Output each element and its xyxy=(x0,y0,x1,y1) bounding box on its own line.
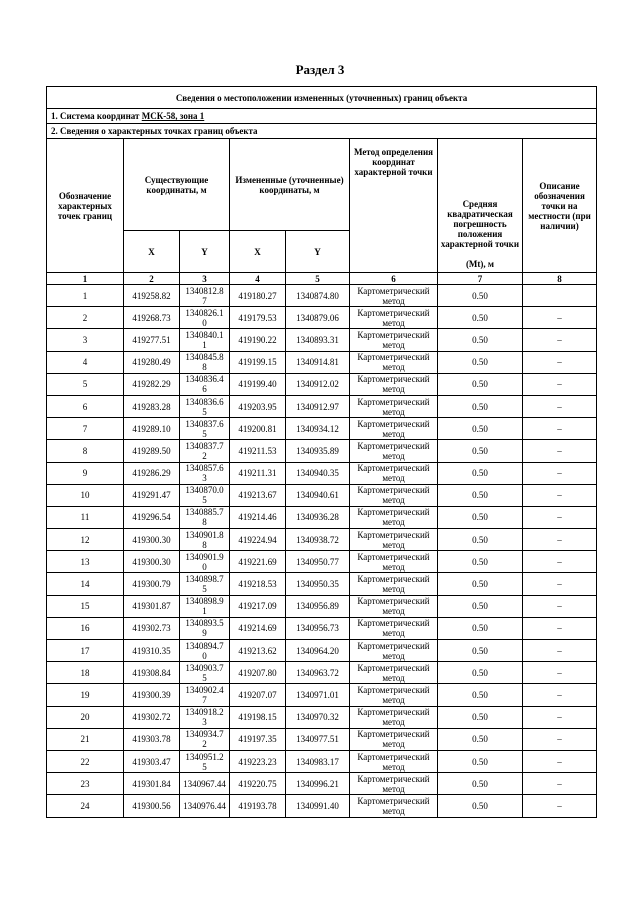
changed-y: 1340914.81 xyxy=(286,351,350,373)
header-rms-error-text: Средняя квадратическая погрешность положения характерной точки xyxy=(440,199,520,249)
method: Картометрический метод xyxy=(350,706,438,728)
description: – xyxy=(523,617,597,639)
changed-x: 419190.22 xyxy=(230,329,286,351)
changed-y: 1340934.12 xyxy=(286,418,350,440)
existing-x: 419280.49 xyxy=(124,351,180,373)
method: Картометрический метод xyxy=(350,750,438,772)
changed-y: 1340956.73 xyxy=(286,617,350,639)
method: Картометрический метод xyxy=(350,795,438,817)
description: – xyxy=(523,373,597,395)
description: – xyxy=(523,595,597,617)
table-row xyxy=(47,351,597,373)
header-rms-error xyxy=(438,139,523,273)
column-number: 3 xyxy=(180,273,230,285)
rms-error: 0.50 xyxy=(438,484,523,506)
existing-y: 1340837.6 5 xyxy=(180,418,230,440)
existing-y: 1340951.2 5 xyxy=(180,750,230,772)
point-id: 17 xyxy=(47,640,124,662)
existing-y: 1340845.8 8 xyxy=(180,351,230,373)
header-description: Описание обозначения точки на местности (при наличии) xyxy=(523,139,597,273)
table-row xyxy=(47,573,597,595)
table-row xyxy=(47,595,597,617)
existing-y: 1340898.9 1 xyxy=(180,595,230,617)
changed-x: 419213.62 xyxy=(230,640,286,662)
changed-x: 419214.69 xyxy=(230,617,286,639)
changed-y: 1340991.40 xyxy=(286,795,350,817)
changed-x: 419214.46 xyxy=(230,506,286,528)
header-rms-error-unit: (Mt), м xyxy=(465,259,495,269)
table-row xyxy=(47,529,597,551)
point-id: 3 xyxy=(47,329,124,351)
point-id: 15 xyxy=(47,595,124,617)
existing-x: 419300.39 xyxy=(124,684,180,706)
column-number-row xyxy=(47,273,597,285)
existing-y: 1340894.7 0 xyxy=(180,640,230,662)
point-id: 6 xyxy=(47,395,124,417)
rms-error: 0.50 xyxy=(438,285,523,307)
table-row xyxy=(47,795,597,817)
changed-y: 1340940.35 xyxy=(286,462,350,484)
rms-error: 0.50 xyxy=(438,551,523,573)
existing-y: 1340870.0 5 xyxy=(180,484,230,506)
changed-x: 419199.40 xyxy=(230,373,286,395)
changed-y: 1340912.97 xyxy=(286,395,350,417)
method: Картометрический метод xyxy=(350,595,438,617)
point-id: 4 xyxy=(47,351,124,373)
changed-y: 1340983.17 xyxy=(286,750,350,772)
subsection-title: 2. Сведения о характерных точках границ объекта xyxy=(47,124,597,139)
description: – xyxy=(523,529,597,551)
description: – xyxy=(523,484,597,506)
table-row xyxy=(47,484,597,506)
changed-x: 419224.94 xyxy=(230,529,286,551)
rms-error: 0.50 xyxy=(438,617,523,639)
table-row xyxy=(47,373,597,395)
header-method: Метод определения координат характерной точки xyxy=(350,139,438,273)
table-row xyxy=(47,440,597,462)
changed-y: 1340970.32 xyxy=(286,706,350,728)
description: – xyxy=(523,640,597,662)
header-x-existing: X xyxy=(124,231,180,273)
rms-error: 0.50 xyxy=(438,728,523,750)
rms-error: 0.50 xyxy=(438,706,523,728)
rms-error: 0.50 xyxy=(438,351,523,373)
existing-x: 419277.51 xyxy=(124,329,180,351)
existing-y: 1340918.2 3 xyxy=(180,706,230,728)
existing-y: 1340812.8 7 xyxy=(180,285,230,307)
existing-x: 419302.72 xyxy=(124,706,180,728)
description: – xyxy=(523,662,597,684)
existing-y: 1340885.7 8 xyxy=(180,506,230,528)
column-number: 2 xyxy=(124,273,180,285)
rms-error: 0.50 xyxy=(438,795,523,817)
existing-y: 1340934.7 2 xyxy=(180,728,230,750)
rms-error: 0.50 xyxy=(438,329,523,351)
point-id: 24 xyxy=(47,795,124,817)
method: Картометрический метод xyxy=(350,640,438,662)
existing-y: 1340826.1 0 xyxy=(180,307,230,329)
description xyxy=(523,285,597,307)
point-id: 10 xyxy=(47,484,124,506)
column-number: 4 xyxy=(230,273,286,285)
table-row xyxy=(47,750,597,772)
changed-x: 419221.69 xyxy=(230,551,286,573)
point-id: 1 xyxy=(47,285,124,307)
changed-y: 1340964.20 xyxy=(286,640,350,662)
method: Картометрический метод xyxy=(350,351,438,373)
changed-x: 419180.27 xyxy=(230,285,286,307)
changed-y: 1340938.72 xyxy=(286,529,350,551)
description: – xyxy=(523,551,597,573)
description: – xyxy=(523,440,597,462)
changed-y: 1340950.35 xyxy=(286,573,350,595)
existing-y: 1340837.7 2 xyxy=(180,440,230,462)
changed-y: 1340950.77 xyxy=(286,551,350,573)
description: – xyxy=(523,706,597,728)
table-row xyxy=(47,706,597,728)
header-changed-coords: Измененные (уточненные) координаты, м xyxy=(230,139,350,231)
existing-x: 419291.47 xyxy=(124,484,180,506)
existing-x: 419303.47 xyxy=(124,750,180,772)
rms-error: 0.50 xyxy=(438,595,523,617)
table-row xyxy=(47,462,597,484)
changed-x: 419217.09 xyxy=(230,595,286,617)
table-row xyxy=(47,728,597,750)
existing-x: 419282.29 xyxy=(124,373,180,395)
table-row xyxy=(47,506,597,528)
description: – xyxy=(523,462,597,484)
changed-x: 419197.35 xyxy=(230,728,286,750)
description: – xyxy=(523,395,597,417)
existing-x: 419300.79 xyxy=(124,573,180,595)
method: Картометрический метод xyxy=(350,506,438,528)
table-row xyxy=(47,684,597,706)
changed-y: 1340940.61 xyxy=(286,484,350,506)
table-caption: Сведения о местоположении измененных (уточненных) границ объекта xyxy=(47,87,597,109)
existing-x: 419258.82 xyxy=(124,285,180,307)
point-id: 19 xyxy=(47,684,124,706)
method: Картометрический метод xyxy=(350,773,438,795)
point-id: 9 xyxy=(47,462,124,484)
description: – xyxy=(523,506,597,528)
rms-error: 0.50 xyxy=(438,640,523,662)
point-id: 16 xyxy=(47,617,124,639)
changed-x: 419207.07 xyxy=(230,684,286,706)
method: Картометрический метод xyxy=(350,462,438,484)
header-point-designation: Обозначение характерных точек границ xyxy=(47,139,124,273)
description: – xyxy=(523,307,597,329)
coord-system-number: 1. xyxy=(51,111,58,121)
method: Картометрический метод xyxy=(350,307,438,329)
existing-x: 419310.35 xyxy=(124,640,180,662)
changed-x: 419199.15 xyxy=(230,351,286,373)
boundary-points-table xyxy=(46,86,597,818)
rms-error: 0.50 xyxy=(438,750,523,772)
rms-error: 0.50 xyxy=(438,684,523,706)
existing-x: 419283.28 xyxy=(124,395,180,417)
rms-error: 0.50 xyxy=(438,373,523,395)
changed-x: 419207.80 xyxy=(230,662,286,684)
changed-x: 419179.53 xyxy=(230,307,286,329)
table-row xyxy=(47,307,597,329)
changed-y: 1340874.80 xyxy=(286,285,350,307)
changed-y: 1340977.51 xyxy=(286,728,350,750)
description: – xyxy=(523,418,597,440)
existing-x: 419286.29 xyxy=(124,462,180,484)
description: – xyxy=(523,750,597,772)
changed-y: 1340971.01 xyxy=(286,684,350,706)
description: – xyxy=(523,329,597,351)
rms-error: 0.50 xyxy=(438,773,523,795)
changed-x: 419211.31 xyxy=(230,462,286,484)
changed-y: 1340912.02 xyxy=(286,373,350,395)
method: Картометрический метод xyxy=(350,395,438,417)
point-id: 22 xyxy=(47,750,124,772)
method: Картометрический метод xyxy=(350,329,438,351)
changed-x: 419198.15 xyxy=(230,706,286,728)
method: Картометрический метод xyxy=(350,529,438,551)
coord-system-label: Система координат xyxy=(60,111,140,121)
method: Картометрический метод xyxy=(350,418,438,440)
table-row xyxy=(47,773,597,795)
changed-y: 1340935.89 xyxy=(286,440,350,462)
header-y-existing: Y xyxy=(180,231,230,273)
existing-x: 419300.56 xyxy=(124,795,180,817)
changed-x: 419213.67 xyxy=(230,484,286,506)
method: Картометрический метод xyxy=(350,617,438,639)
rms-error: 0.50 xyxy=(438,529,523,551)
method: Картометрический метод xyxy=(350,440,438,462)
existing-y: 1340836.6 5 xyxy=(180,395,230,417)
rms-error: 0.50 xyxy=(438,307,523,329)
description: – xyxy=(523,795,597,817)
column-number: 7 xyxy=(438,273,523,285)
changed-x: 419203.95 xyxy=(230,395,286,417)
column-number: 6 xyxy=(350,273,438,285)
point-id: 20 xyxy=(47,706,124,728)
existing-x: 419289.50 xyxy=(124,440,180,462)
description: – xyxy=(523,573,597,595)
method: Картометрический метод xyxy=(350,684,438,706)
coord-system-value: МСК-58, зона 1 xyxy=(141,111,205,121)
table-row xyxy=(47,285,597,307)
changed-y: 1340879.06 xyxy=(286,307,350,329)
header-existing-coords: Существующие координаты, м xyxy=(124,139,230,231)
point-id: 21 xyxy=(47,728,124,750)
changed-y: 1340956.89 xyxy=(286,595,350,617)
existing-x: 419302.73 xyxy=(124,617,180,639)
point-id: 2 xyxy=(47,307,124,329)
rms-error: 0.50 xyxy=(438,506,523,528)
rms-error: 0.50 xyxy=(438,440,523,462)
header-x-changed: X xyxy=(230,231,286,273)
point-id: 7 xyxy=(47,418,124,440)
column-number: 8 xyxy=(523,273,597,285)
description: – xyxy=(523,351,597,373)
method: Картометрический метод xyxy=(350,285,438,307)
existing-x: 419300.30 xyxy=(124,529,180,551)
existing-y: 1340902.4 7 xyxy=(180,684,230,706)
header-y-changed: Y xyxy=(286,231,350,273)
point-id: 8 xyxy=(47,440,124,462)
column-number: 1 xyxy=(47,273,124,285)
column-number: 5 xyxy=(286,273,350,285)
table-row xyxy=(47,395,597,417)
changed-y: 1340893.31 xyxy=(286,329,350,351)
changed-y: 1340963.72 xyxy=(286,662,350,684)
point-id: 23 xyxy=(47,773,124,795)
existing-x: 419308.84 xyxy=(124,662,180,684)
existing-y: 1340840.1 1 xyxy=(180,329,230,351)
existing-x: 419268.73 xyxy=(124,307,180,329)
existing-x: 419301.84 xyxy=(124,773,180,795)
method: Картометрический метод xyxy=(350,551,438,573)
rms-error: 0.50 xyxy=(438,395,523,417)
changed-x: 419218.53 xyxy=(230,573,286,595)
method: Картометрический метод xyxy=(350,573,438,595)
table-row xyxy=(47,640,597,662)
table-row xyxy=(47,418,597,440)
changed-x: 419200.81 xyxy=(230,418,286,440)
existing-x: 419289.10 xyxy=(124,418,180,440)
existing-x: 419303.78 xyxy=(124,728,180,750)
method: Картометрический метод xyxy=(350,373,438,395)
method: Картометрический метод xyxy=(350,484,438,506)
rms-error: 0.50 xyxy=(438,662,523,684)
point-id: 5 xyxy=(47,373,124,395)
point-id: 14 xyxy=(47,573,124,595)
description: – xyxy=(523,728,597,750)
table-row xyxy=(47,662,597,684)
existing-x: 419301.87 xyxy=(124,595,180,617)
changed-y: 1340996.21 xyxy=(286,773,350,795)
changed-x: 419220.75 xyxy=(230,773,286,795)
existing-y: 1340976.44 xyxy=(180,795,230,817)
changed-y: 1340936.28 xyxy=(286,506,350,528)
existing-y: 1340967.44 xyxy=(180,773,230,795)
existing-x: 419300.30 xyxy=(124,551,180,573)
existing-y: 1340893.5 9 xyxy=(180,617,230,639)
section-title: Раздел 3 xyxy=(295,62,345,77)
coord-system-row xyxy=(47,109,597,124)
rms-error: 0.50 xyxy=(438,573,523,595)
existing-y: 1340901.9 0 xyxy=(180,551,230,573)
existing-y: 1340898.7 5 xyxy=(180,573,230,595)
existing-y: 1340836.4 6 xyxy=(180,373,230,395)
rms-error: 0.50 xyxy=(438,418,523,440)
point-id: 13 xyxy=(47,551,124,573)
existing-y: 1340903.7 5 xyxy=(180,662,230,684)
description: – xyxy=(523,684,597,706)
point-id: 12 xyxy=(47,529,124,551)
table-row xyxy=(47,617,597,639)
changed-x: 419211.53 xyxy=(230,440,286,462)
description: – xyxy=(523,773,597,795)
method: Картометрический метод xyxy=(350,728,438,750)
existing-y: 1340901.8 8 xyxy=(180,529,230,551)
method: Картометрический метод xyxy=(350,662,438,684)
rms-error: 0.50 xyxy=(438,462,523,484)
table-row xyxy=(47,551,597,573)
existing-x: 419296.54 xyxy=(124,506,180,528)
changed-x: 419223.23 xyxy=(230,750,286,772)
existing-y: 1340857.6 3 xyxy=(180,462,230,484)
changed-x: 419193.78 xyxy=(230,795,286,817)
point-id: 11 xyxy=(47,506,124,528)
point-id: 18 xyxy=(47,662,124,684)
table-row xyxy=(47,329,597,351)
